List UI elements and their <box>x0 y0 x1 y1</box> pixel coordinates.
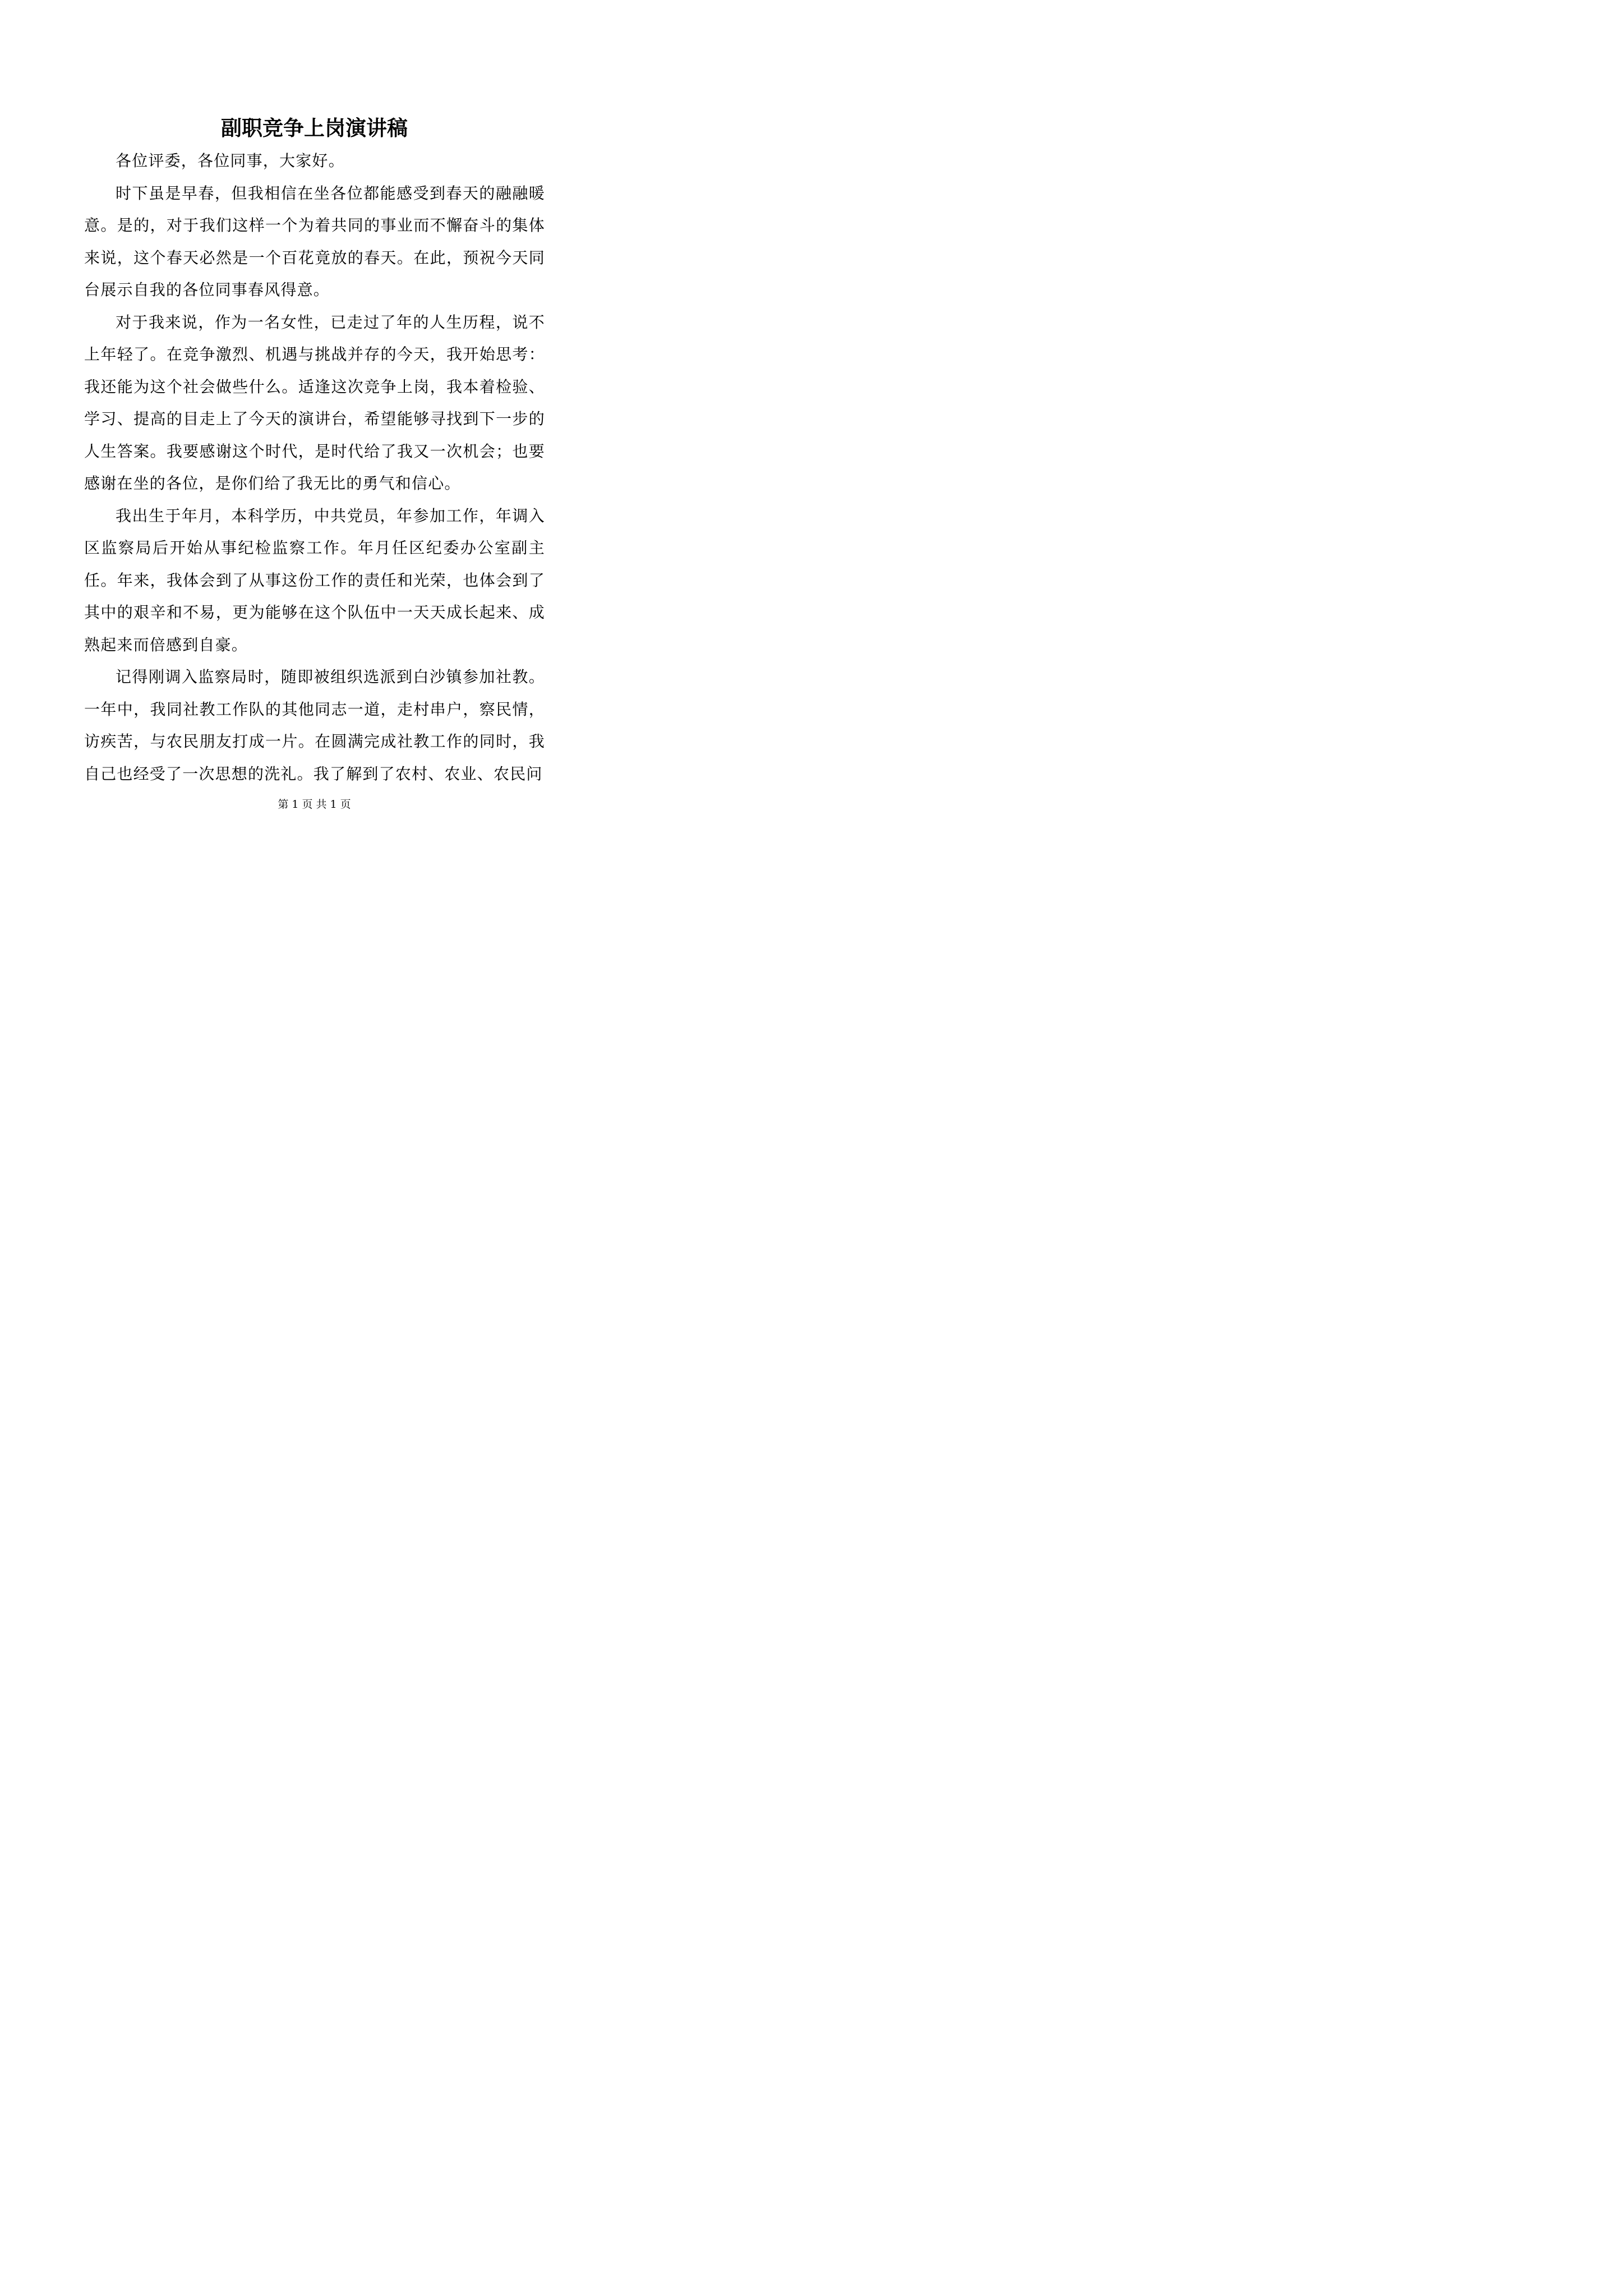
document-body <box>84 145 545 790</box>
document-page <box>0 0 629 890</box>
paragraph-background: 我出生于年月，本科学历，中共党员，年参加工作，年调入区监察局后开始从事纪检监察工作。年月任区纪委办公室副主任。年来，我体会到了从事这份工作的责任和光荣，也体会到了其中的艰辛和不易，更为能够在这个队伍中一天天成长起来、成熟起来而倍感到自豪。 <box>84 506 545 654</box>
paragraph-experience: 记得刚调入监察局时，随即被组织选派到白沙镇参加社教。一年中，我同社教工作队的其他同志一道，走村串户，察民情，访疾苦，与农民朋友打成一片。在圆满完成社教工作的同时，我自己也经受了一次思想的洗礼。我了解到了农村、农业、农民问 <box>84 668 545 783</box>
paragraph-greeting: 各位评委，各位同事，大家好。 <box>116 151 345 170</box>
page-footer: 第 1 页 共 1 页 <box>278 798 351 811</box>
paragraph-reflection: 对于我来说，作为一名女性，已走过了年的人生历程，说不上年轻了。在竞争激烈、机遇与挑战并存的今天，我开始思考：我还能为这个社会做些什么。适逢这次竞争上岗，我本着检验、学习、提高的目走上了今天的演讲台，希望能够寻找到下一步的人生答案。我要感谢这个时代，是时代给了我又一次机会；也要感谢在坐的各位，是你们给了我无比的勇气和信心。 <box>84 312 545 493</box>
paragraph-spring: 时下虽是早春，但我相信在坐各位都能感受到春天的融融暖意。是的，对于我们这样一个为着共同的事业而不懈奋斗的集体来说，这个春天必然是一个百花竟放的春天。在此，预祝今天同台展示自我的各位同事春风得意。 <box>84 183 545 299</box>
document-title: 副职竞争上岗演讲稿 <box>221 116 408 140</box>
